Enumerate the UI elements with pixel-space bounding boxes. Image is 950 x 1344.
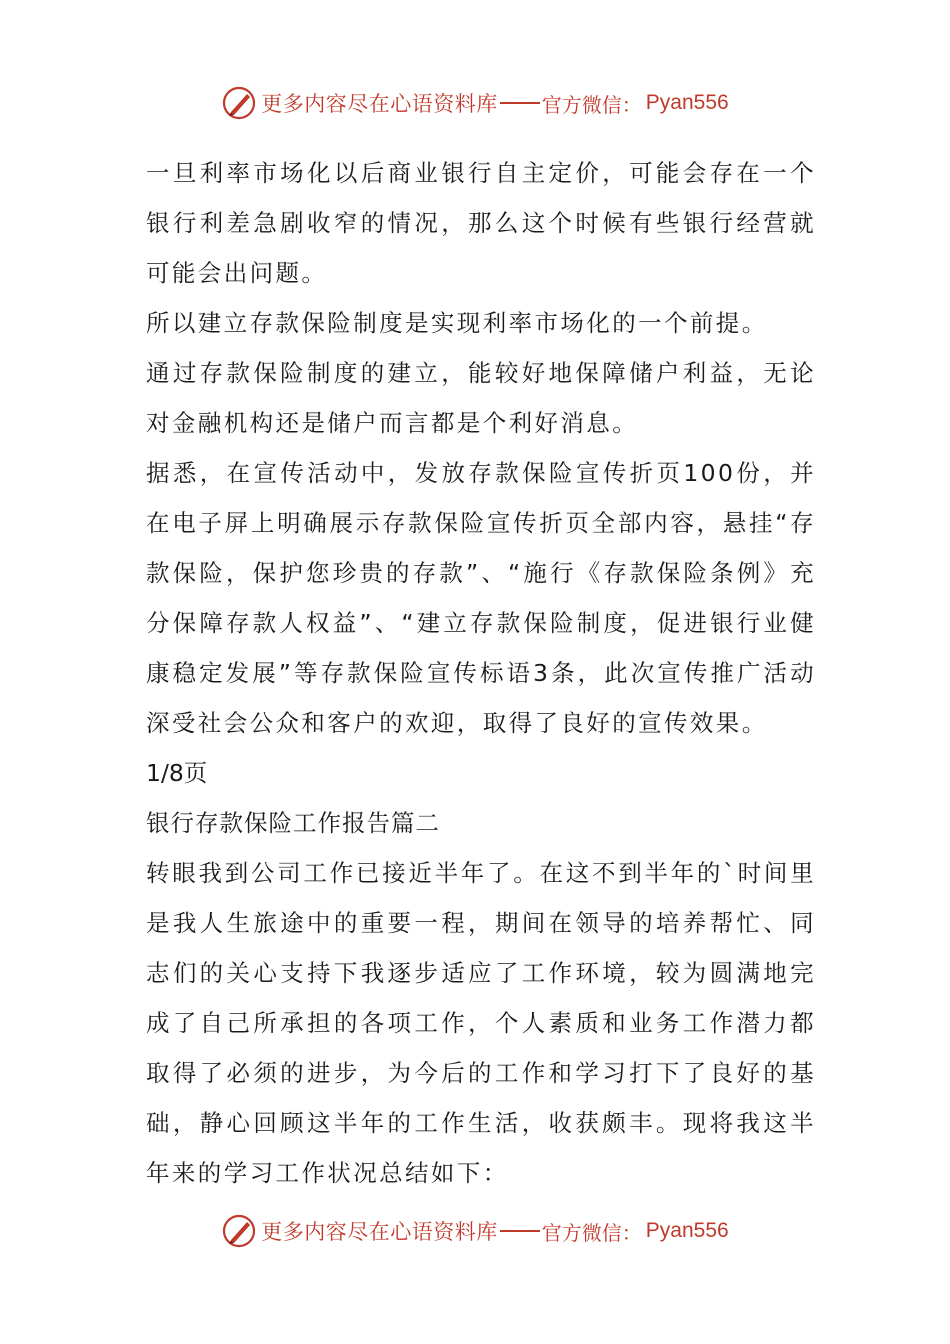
banner-dash — [500, 1230, 540, 1232]
banner-text: 更多内容尽在心语资料库 — [261, 92, 498, 116]
header-banner — [0, 83, 950, 123]
document-body — [146, 148, 816, 1198]
banner-wechat-label: 官方微信： — [541, 1220, 642, 1245]
banner-text: 更多内容尽在心语资料库 — [261, 1220, 498, 1244]
banner-dash — [500, 102, 540, 104]
banner-wechat-label: 官方微信： — [541, 92, 642, 117]
paragraph: 据悉，在宣传活动中，发放存款保险宣传折页100份，并在电子屏上明确展示存款保险宣传折页全部内容，悬挂“存款保险，保护您珍贵的存款”、“施行《存款保险条例》充分保障存款人权益”、“建立存款保险制度，促进银行业健康稳定发展”等存款保险宣传标语3条，此次宣传推广活动深受社会公众和客户的欢迎，取得了良好的宣传效果。 — [146, 459, 816, 737]
footer-banner — [0, 1211, 950, 1251]
pen-logo-icon — [221, 1213, 257, 1249]
section-heading: 银行存款保险工作报告篇二 — [146, 809, 440, 837]
paragraph: 通过存款保险制度的建立，能较好地保障储户利益，无论对金融机构还是储户而言都是个利好消息。 — [146, 359, 816, 437]
pen-logo-icon — [221, 85, 257, 121]
paragraph: 转眼我到公司工作已接近半年了。在这不到半年的`时间里是我人生旅途中的重要一程，期间在领导的培养帮忙、同志们的关心支持下我逐步适应了工作环境，较为圆满地完成了自己所承担的各项工作，个人素质和业务工作潜力都取得了必须的进步，为今后的工作和学习打下了良好的基础，静心回顾这半年的工作生活，收获颇丰。现将我这半年来的学习工作状况总结如下： — [146, 859, 816, 1187]
banner-wechat-id: Pyan556 — [645, 1219, 729, 1242]
banner-wechat-id: Pyan556 — [645, 91, 729, 114]
paragraph: 所以建立存款保险制度是实现利率市场化的一个前提。 — [146, 309, 768, 337]
page-number: 1/8页 — [146, 759, 208, 787]
paragraph: 一旦利率市场化以后商业银行自主定价，可能会存在一个银行利差急剧收窄的情况，那么这个时候有些银行经营就可能会出问题。 — [146, 159, 816, 287]
